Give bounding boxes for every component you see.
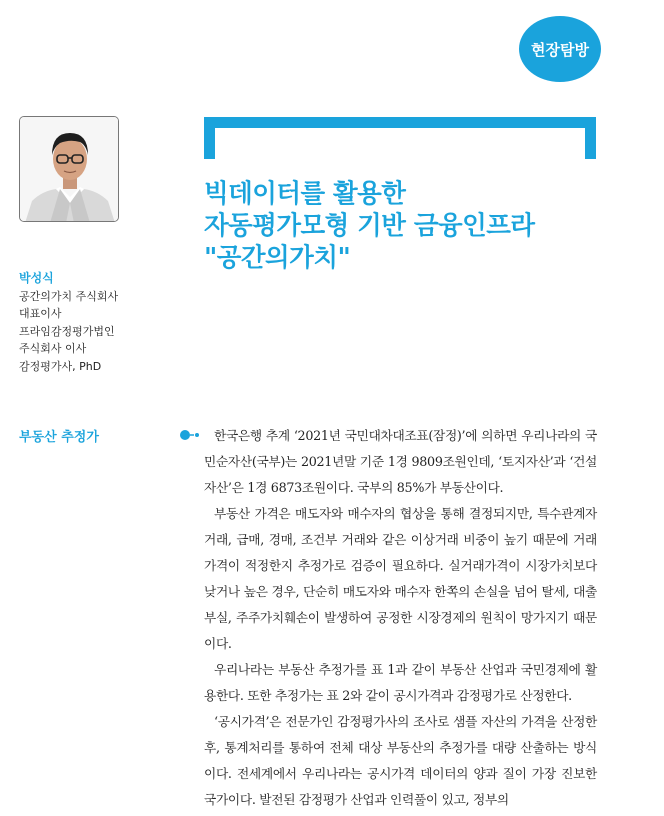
article-title bbox=[204, 178, 624, 274]
author-photo bbox=[19, 116, 119, 222]
author-info bbox=[19, 270, 189, 375]
paragraph: ‘공시가격’은 전문가인 감정평가사의 조사로 샘플 자산의 가격을 산정한 후, 통계처리를 통하여 전체 대상 부동산의 추정가를 대량 산출하는 방식이다. 전세계에서 우리나라는 공시가격 데이터의 양과 질이 가장 진보한 국가이다. 발전된 감정평가 산업과 인력풀이 있고, 정부의 bbox=[204, 714, 597, 807]
title-line-3: "공간의가치" bbox=[204, 243, 351, 273]
author-name: 박성식 bbox=[19, 271, 54, 285]
article-body bbox=[204, 423, 597, 813]
title-line-2: 자동평가모형 기반 금융인프라 bbox=[204, 211, 535, 241]
title-line-1: 빅데이터를 활용한 bbox=[204, 179, 406, 209]
title-bracket-decoration bbox=[204, 117, 596, 159]
author-portrait-icon bbox=[20, 117, 119, 222]
author-affiliation-3: 프라임감정평가법인 bbox=[19, 324, 115, 338]
paragraph: 우리나라는 부동산 추정가를 표 1과 같이 부동산 산업과 국민경제에 활용한다. 또한 추정가는 표 2와 같이 공시가격과 감정평가로 산정한다. bbox=[204, 662, 597, 703]
author-affiliation-5: 감정평가사, PhD bbox=[19, 359, 102, 373]
section-bullet-icon bbox=[179, 429, 201, 441]
paragraph: 한국은행 추계 ‘2021년 국민대차대조표(잠정)’에 의하면 우리나라의 국민순자산(국부)는 2021년말 기준 1경 9809조원인데, ‘토지자산’과 ‘건설자산’은 1경 6873조원이다. 국부의 85%가 부동산이다. bbox=[204, 428, 597, 495]
paragraph: 부동산 가격은 매도자와 매수자의 협상을 통해 결정되지만, 특수관계자 거래, 급매, 경매, 조건부 거래와 같은 이상거래 비중이 높기 때문에 거래가격이 적정한지 추정가로 검증이 필요하다. 실거래가격이 시장가치보다 낮거나 높은 경우, 단순히 매도자와 매수자 한쪽의 손실을 넘어 탈세, 대출부실, 주주가치훼손이 발생하여 공정한 시장경제의 원칙이 망가지기 때문이다. bbox=[204, 506, 597, 651]
author-affiliation-4: 주식회사 이사 bbox=[19, 342, 87, 355]
section-heading: 부동산 추정가 bbox=[19, 430, 99, 445]
author-affiliation-1: 공간의가치 주식회사 bbox=[19, 289, 119, 303]
author-affiliation-2: 대표이사 bbox=[19, 307, 62, 320]
category-badge: 현장탐방 bbox=[519, 16, 601, 82]
